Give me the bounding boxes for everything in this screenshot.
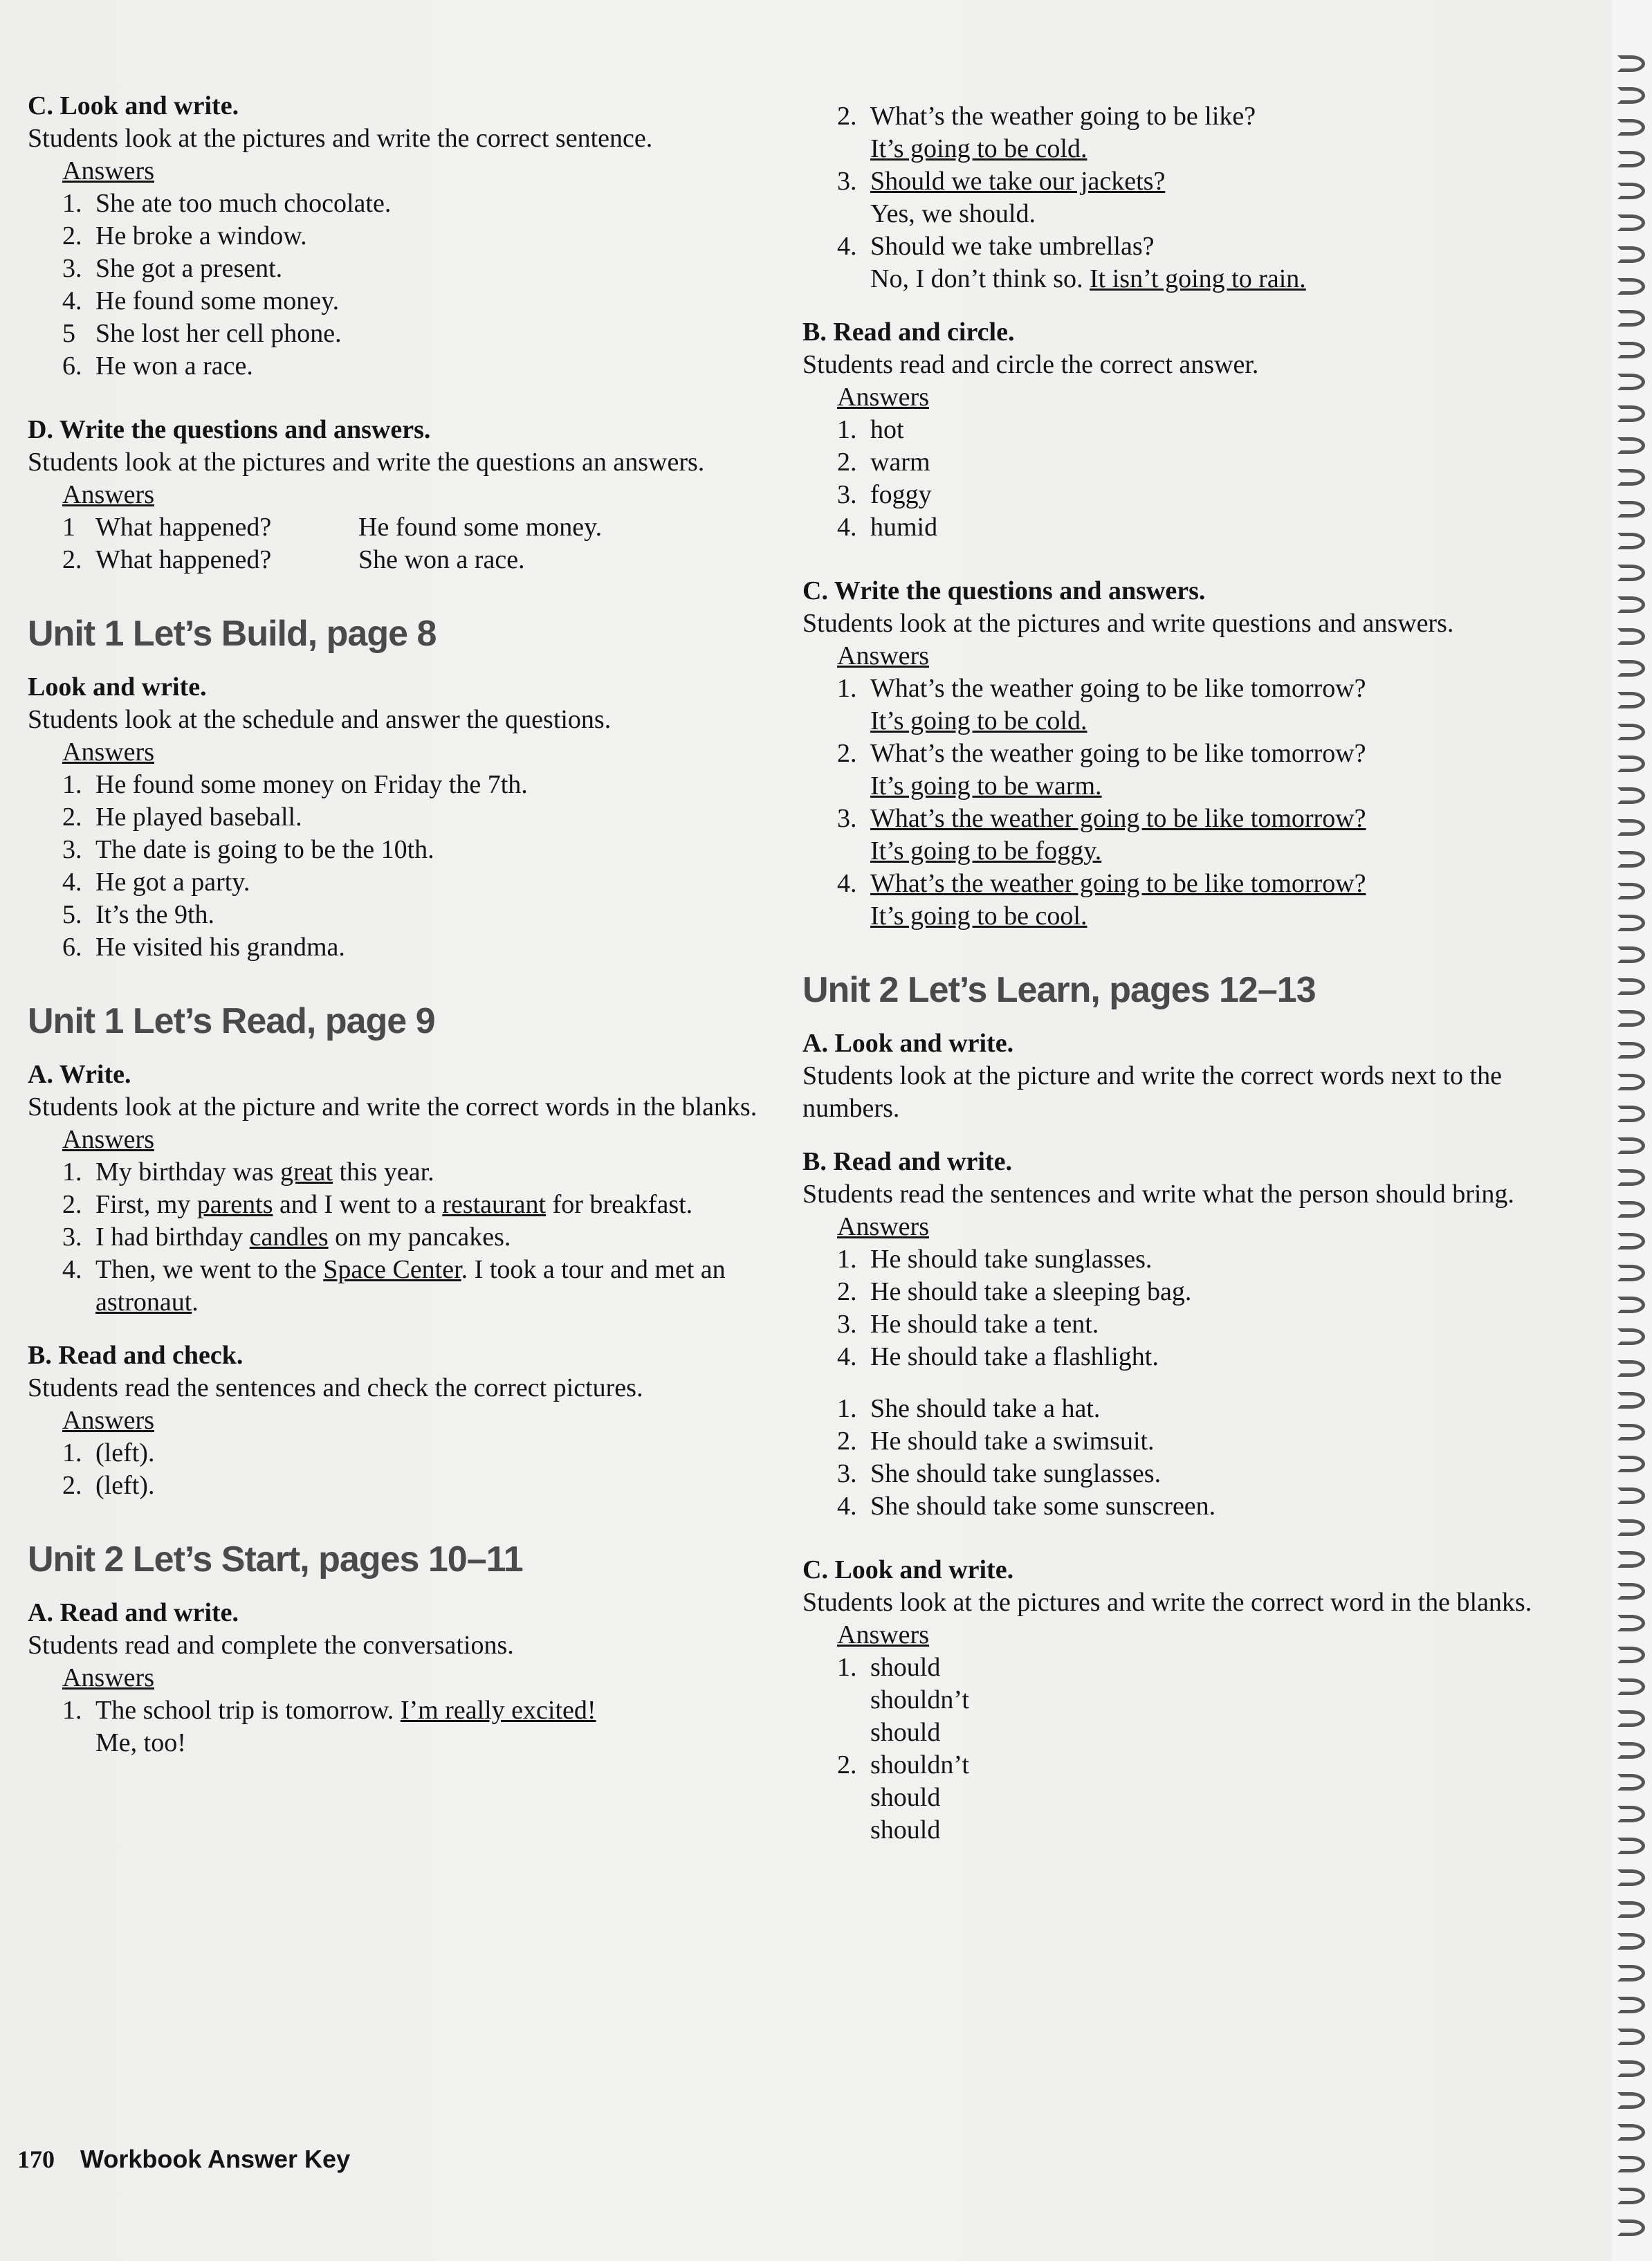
list-item: 3. I had birthday candles on my pancakes. [62,1223,511,1252]
list-item: 3. The date is going to be the 10th. [62,835,434,864]
spiral-ring [1617,1456,1645,1472]
unit-heading: Unit 1 Let’s Build, page 8 [28,614,437,654]
spiral-ring [1617,1997,1645,2013]
spiral-ring [1617,2156,1645,2172]
list-item: 2. warm [837,448,930,477]
list-item: 2. What’s the weather going to be like? It’s going to be cold. [837,102,1256,163]
spiral-ring [1617,1488,1645,1504]
section-instruction: Students look at the pictures and write the correct word in the blanks. [802,1588,1532,1617]
section-heading: D. Write the questions and answers. [28,415,431,444]
answer-list [802,100,1536,295]
list-item: 4. She should take some sunscreen. [837,1492,1216,1521]
spiral-ring [1617,342,1645,358]
list-item: 1. She ate too much chocolate. [62,189,392,218]
answer-list [28,1437,789,1502]
list-item: 5. It’s the 9th. [62,900,215,929]
spiral-ring [1617,533,1645,549]
spiral-ring [1617,278,1645,295]
list-item: 1. should shouldn’t should [837,1653,969,1747]
section-heading: B. Read and check. [28,1341,244,1370]
list-item: 6. He visited his grandma. [62,933,345,962]
answers-label: Answers [837,1212,929,1241]
spiral-ring [1617,1742,1645,1759]
list-item: 3. He should take a tent. [837,1310,1099,1339]
section-heading: A. Write. [28,1060,131,1089]
list-item: 1. She should take a hat. [837,1394,1101,1423]
spiral-ring [1617,883,1645,899]
spiral-ring [1617,660,1645,677]
spiral-ring [1617,246,1645,263]
list-item: 4. He got a party. [62,868,250,897]
spiral-ring [1617,374,1645,390]
spiral-ring [1617,501,1645,518]
list-item: 4. Then, we went to the Space Center. I took a tour and met an astronaut. [62,1255,726,1317]
section-heading: C. Look and write. [28,91,239,120]
spiral-ring [1617,1551,1645,1568]
right-column [802,100,1536,1847]
answers-label: Answers [62,1125,154,1154]
spiral-ring [1617,214,1645,231]
list-item: 1. He should take sunglasses. [837,1245,1153,1274]
spiral-ring [1617,183,1645,199]
section-instruction: Students read the sentences and write what the person should bring. [802,1180,1514,1209]
spiral-ring [1617,1201,1645,1218]
spiral-binding [1612,0,1652,2261]
list-item: 1. hot [837,415,904,444]
answer-list [802,1243,1536,1373]
spiral-ring [1617,628,1645,645]
spiral-ring [1617,310,1645,327]
spiral-ring [1617,1169,1645,1186]
page-footer [17,2145,350,2174]
spiral-ring [1617,1774,1645,1791]
answers-label: Answers [62,156,154,185]
spiral-ring [1617,1678,1645,1695]
spiral-ring [1617,1360,1645,1377]
spiral-ring [1617,1933,1645,1950]
list-item: 5 She lost her cell phone. [62,319,342,348]
spiral-ring [1617,1519,1645,1536]
section-instruction: Students look at the pictures and write questions and answers. [802,609,1454,638]
answer-list [802,672,1536,933]
list-item: 2. He should take a sleeping bag. [837,1277,1192,1306]
spiral-ring [1617,2029,1645,2045]
footer-title: Workbook Answer Key [80,2145,351,2173]
list-item: 3. She got a present. [62,254,283,283]
list-item: 2. What’s the weather going to be like tomorrow? It’s going to be warm. [837,739,1366,800]
unit-heading: Unit 2 Let’s Learn, pages 12–13 [802,970,1316,1010]
spiral-ring [1617,2060,1645,2077]
answer-list [28,1156,789,1319]
list-item: 2. He broke a window. [62,221,307,250]
section-heading: B. Read and write. [802,1147,1012,1176]
list-item: 4. What’s the weather going to be like tomorrow? It’s going to be cool. [837,869,1366,931]
list-item: 1. The school trip is tomorrow. I’m really excited! Me, too! [62,1696,596,1757]
unit-heading: Unit 1 Let’s Read, page 9 [28,1001,435,1041]
section-instruction: Students read and circle the correct answer. [802,350,1259,379]
spiral-ring [1617,405,1645,422]
answers-label: Answers [837,641,929,670]
spiral-ring [1617,1710,1645,1727]
spiral-ring [1617,915,1645,931]
answer-list [28,1694,789,1759]
spiral-ring [1617,1965,1645,1981]
spiral-ring [1617,2092,1645,2109]
spiral-ring [1617,151,1645,167]
list-item: 3. What’s the weather going to be like tomorrow? It’s going to be foggy. [837,804,1366,866]
list-item: 1. What’s the weather going to be like tomorrow? It’s going to be cold. [837,674,1366,735]
list-item: 3. She should take sunglasses. [837,1459,1162,1488]
section-heading: C. Write the questions and answers. [802,576,1206,605]
spiral-ring [1617,1106,1645,1122]
spiral-ring [1617,724,1645,740]
spiral-ring [1617,851,1645,868]
spiral-ring [1617,55,1645,72]
spiral-ring [1617,596,1645,613]
spiral-ring [1617,978,1645,995]
section-instruction: Students look at the pictures and write the correct sentence. [28,124,653,153]
spiral-ring [1617,692,1645,708]
qa-row: 1 What happened? He found some money. [62,513,603,542]
list-item: 1. (left). [62,1438,155,1467]
spiral-ring [1617,1392,1645,1409]
spiral-ring [1617,2219,1645,2236]
list-item: 4. He found some money. [62,286,340,315]
section-heading: A. Read and write. [28,1598,239,1627]
spiral-ring [1617,437,1645,454]
spiral-ring [1617,87,1645,104]
spiral-ring [1617,2188,1645,2204]
unit-heading: Unit 2 Let’s Start, pages 10–11 [28,1539,523,1580]
section-heading: C. Look and write. [802,1555,1014,1584]
spiral-ring [1617,1615,1645,1631]
section-instruction: Students look at the schedule and answer the questions. [28,705,612,734]
spiral-ring [1617,819,1645,836]
spiral-ring [1617,787,1645,804]
answer-list [28,769,789,964]
spiral-ring [1617,565,1645,581]
spiral-ring [1617,1647,1645,1663]
section-heading: B. Read and circle. [802,318,1015,347]
answer-list [802,1651,1536,1847]
section-instruction: Students look at the picture and write the correct words in the blanks. [28,1092,758,1122]
list-item: 3. Should we take our jackets? Yes, we should. [837,167,1166,228]
list-item: 2. He played baseball. [62,803,302,832]
spiral-ring [1617,1424,1645,1440]
list-item: 2. First, my parents and I went to a restaurant for breakfast. [62,1190,693,1219]
spiral-ring [1617,2124,1645,2141]
answer-list [28,187,789,383]
answers-label: Answers [62,1406,154,1435]
spiral-ring [1617,1901,1645,1918]
qa-row: 2. What happened? She won a race. [62,545,525,574]
section-heading: Look and write. [28,672,207,702]
spiral-ring [1617,1074,1645,1090]
spiral-ring [1617,1328,1645,1345]
answers-label: Answers [62,1663,154,1692]
spiral-ring [1617,1042,1645,1059]
spiral-ring [1617,1869,1645,1886]
section-instruction: Students read the sentences and check the correct pictures. [28,1373,643,1402]
list-item: 1. My birthday was great this year. [62,1157,434,1187]
spiral-ring [1617,1265,1645,1281]
spiral-ring [1617,1137,1645,1154]
spiral-ring [1617,1010,1645,1027]
spiral-ring [1617,119,1645,136]
list-item: 2. shouldn’t should should [837,1750,969,1844]
list-item: 4. He should take a flashlight. [837,1342,1159,1371]
spiral-ring [1617,1583,1645,1600]
answers-label: Answers [837,1620,929,1649]
section-instruction: Students look at the pictures and write the questions an answers. [28,448,705,477]
section-heading: A. Look and write. [802,1029,1014,1058]
left-column [28,90,789,1759]
answer-list [802,1393,1536,1523]
answers-label: Answers [62,480,154,509]
section-instruction: Students look at the picture and write the correct words next to the numbers. [802,1061,1502,1123]
answer-list [802,414,1536,544]
section-instruction: Students read and complete the conversations. [28,1631,514,1660]
list-item: 1. He found some money on Friday the 7th. [62,770,528,799]
spiral-ring [1617,1838,1645,1854]
list-item: 2. (left). [62,1471,155,1500]
spiral-ring [1617,1806,1645,1822]
list-item: 3. foggy [837,480,932,509]
spiral-ring [1617,1233,1645,1250]
list-item: 4. humid [837,513,938,542]
list-item: 2. He should take a swimsuit. [837,1427,1155,1456]
list-item: 4. Should we take umbrellas? No, I don’t think so. It isn’t going to rain. [837,232,1306,293]
answers-label: Answers [837,383,929,412]
spiral-ring [1617,469,1645,486]
answers-label: Answers [62,738,154,767]
spiral-ring [1617,946,1645,963]
list-item: 6. He won a race. [62,351,253,381]
spiral-ring [1617,756,1645,772]
spiral-ring [1617,1297,1645,1313]
page-number: 170 [17,2145,55,2173]
